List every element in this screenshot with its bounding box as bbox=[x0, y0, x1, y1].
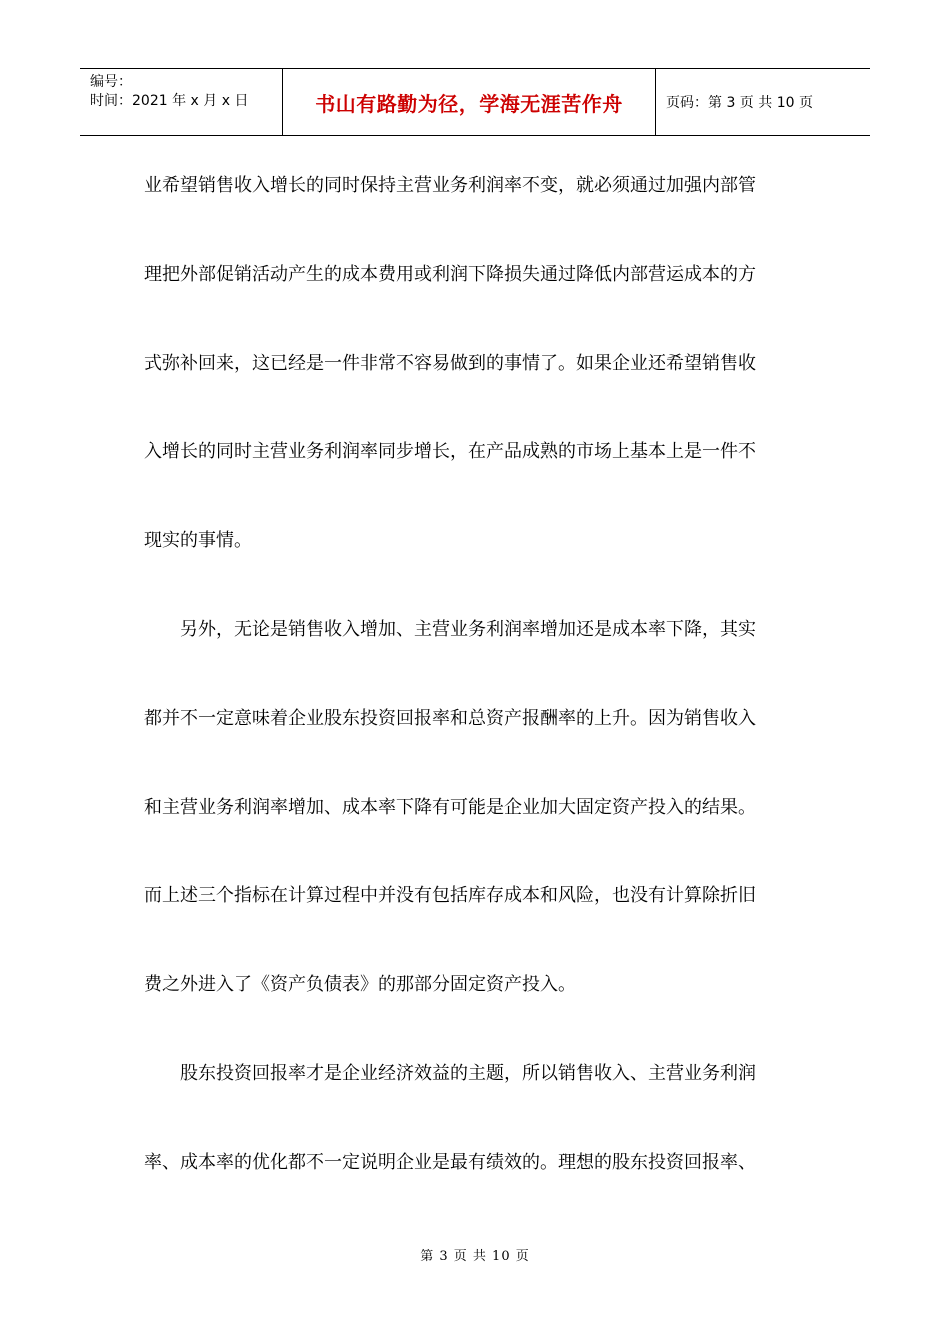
header-meta bbox=[80, 69, 282, 135]
header-motto: 书山有路勤为径，学海无涯苦作舟 bbox=[282, 69, 656, 135]
page-header bbox=[80, 68, 870, 136]
text-line: 费之外进入了《资产负债表》的那部分固定资产投入。 bbox=[144, 974, 576, 996]
text-line: 现实的事情。 bbox=[144, 530, 252, 552]
document-body bbox=[144, 166, 799, 1232]
text-line: 而上述三个指标在计算过程中并没有包括库存成本和风险，也没有计算除折旧 bbox=[144, 885, 756, 907]
text-line: 和主营业务利润率增加、成本率下降有可能是企业加大固定资产投入的结果。 bbox=[144, 796, 756, 818]
text-line: 理把外部促销活动产生的成本费用或利润下降损失通过降低内部营运成本的方 bbox=[144, 263, 756, 285]
paragraph-start-line: 股东投资回报率才是企业经济效益的主题，所以销售收入、主营业务利润 bbox=[180, 1062, 756, 1084]
text-line: 率、成本率的优化都不一定说明企业是最有绩效的。理想的股东投资回报率、 bbox=[144, 1151, 756, 1173]
text-line: 入增长的同时主营业务利润率同步增长，在产品成熟的市场上基本上是一件不 bbox=[144, 441, 756, 463]
document-date: 时间：2021 年 x 月 x 日 bbox=[90, 93, 249, 109]
paragraph-start-line: 另外，无论是销售收入增加、主营业务利润率增加还是成本率下降，其实 bbox=[180, 618, 756, 640]
header-page-info: 页码：第 3 页 共 10 页 bbox=[666, 95, 813, 111]
text-line: 式弥补回来，这已经是一件非常不容易做到的事情了。如果企业还希望销售收 bbox=[144, 352, 756, 374]
document-number-label: 编号： bbox=[90, 74, 132, 90]
text-line: 业希望销售收入增长的同时保持主营业务利润率不变，就必须通过加强内部管 bbox=[144, 175, 756, 196]
page-footer: 第 3 页 共 10 页 bbox=[420, 1249, 530, 1264]
text-line: 都并不一定意味着企业股东投资回报率和总资产报酬率的上升。因为销售收入 bbox=[144, 707, 756, 729]
